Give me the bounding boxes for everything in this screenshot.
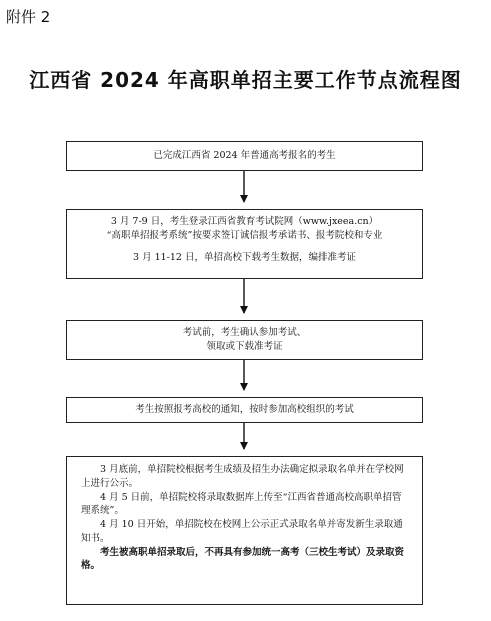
step-5-note: 考生被高职单招录取后，不再具有参加统一高考（三校生考试）及录取资格。 <box>81 546 405 572</box>
flow-step-3 <box>66 320 423 360</box>
flow-step-2 <box>66 209 423 279</box>
attachment-label: 附件 2 <box>6 8 51 26</box>
step-3-line-1: 考试前，考生确认参加考试、 <box>182 327 307 339</box>
step-1-text: 已完成江西省 2024 年普通高考报名的考生 <box>153 150 336 162</box>
flow-step-5 <box>66 456 423 605</box>
step-2-line-2: “高职单招报考系统”按要求签订诚信报考承诺书、报考院校和专业 <box>106 229 383 241</box>
step-2-line-3: 3 月 11-12 日，单招高校下载考生数据，编排准考证 <box>133 251 356 263</box>
step-5-para-3: 4 月 10 日开始，单招院校在校网上公示正式录取名单并寄发新生录取通知书。 <box>81 519 403 544</box>
step-3-line-2: 领取或下载准考证 <box>206 341 283 352</box>
step-5-para-1: 3 月底前，单招院校根据考生成绩及招生办法确定拟录取名单并在学校网上进行公示。 <box>81 464 404 489</box>
page-title: 江西省 2024 年高职单招主要工作节点流程图 <box>29 68 462 92</box>
step-5-para-2: 4 月 5 日前，单招院校将录取数据库上传至“江西省普通高校高职单招管理系统”。 <box>81 491 402 517</box>
step-2-line-1: 3 月 7-9 日，考生登录江西省教育考试院网（www.jxeea.cn） <box>110 216 379 227</box>
step-4-text: 考生按照报考高校的通知，按时参加高校组织的考试 <box>135 404 354 416</box>
flow-step-4 <box>66 397 423 423</box>
flow-step-1 <box>66 141 423 171</box>
